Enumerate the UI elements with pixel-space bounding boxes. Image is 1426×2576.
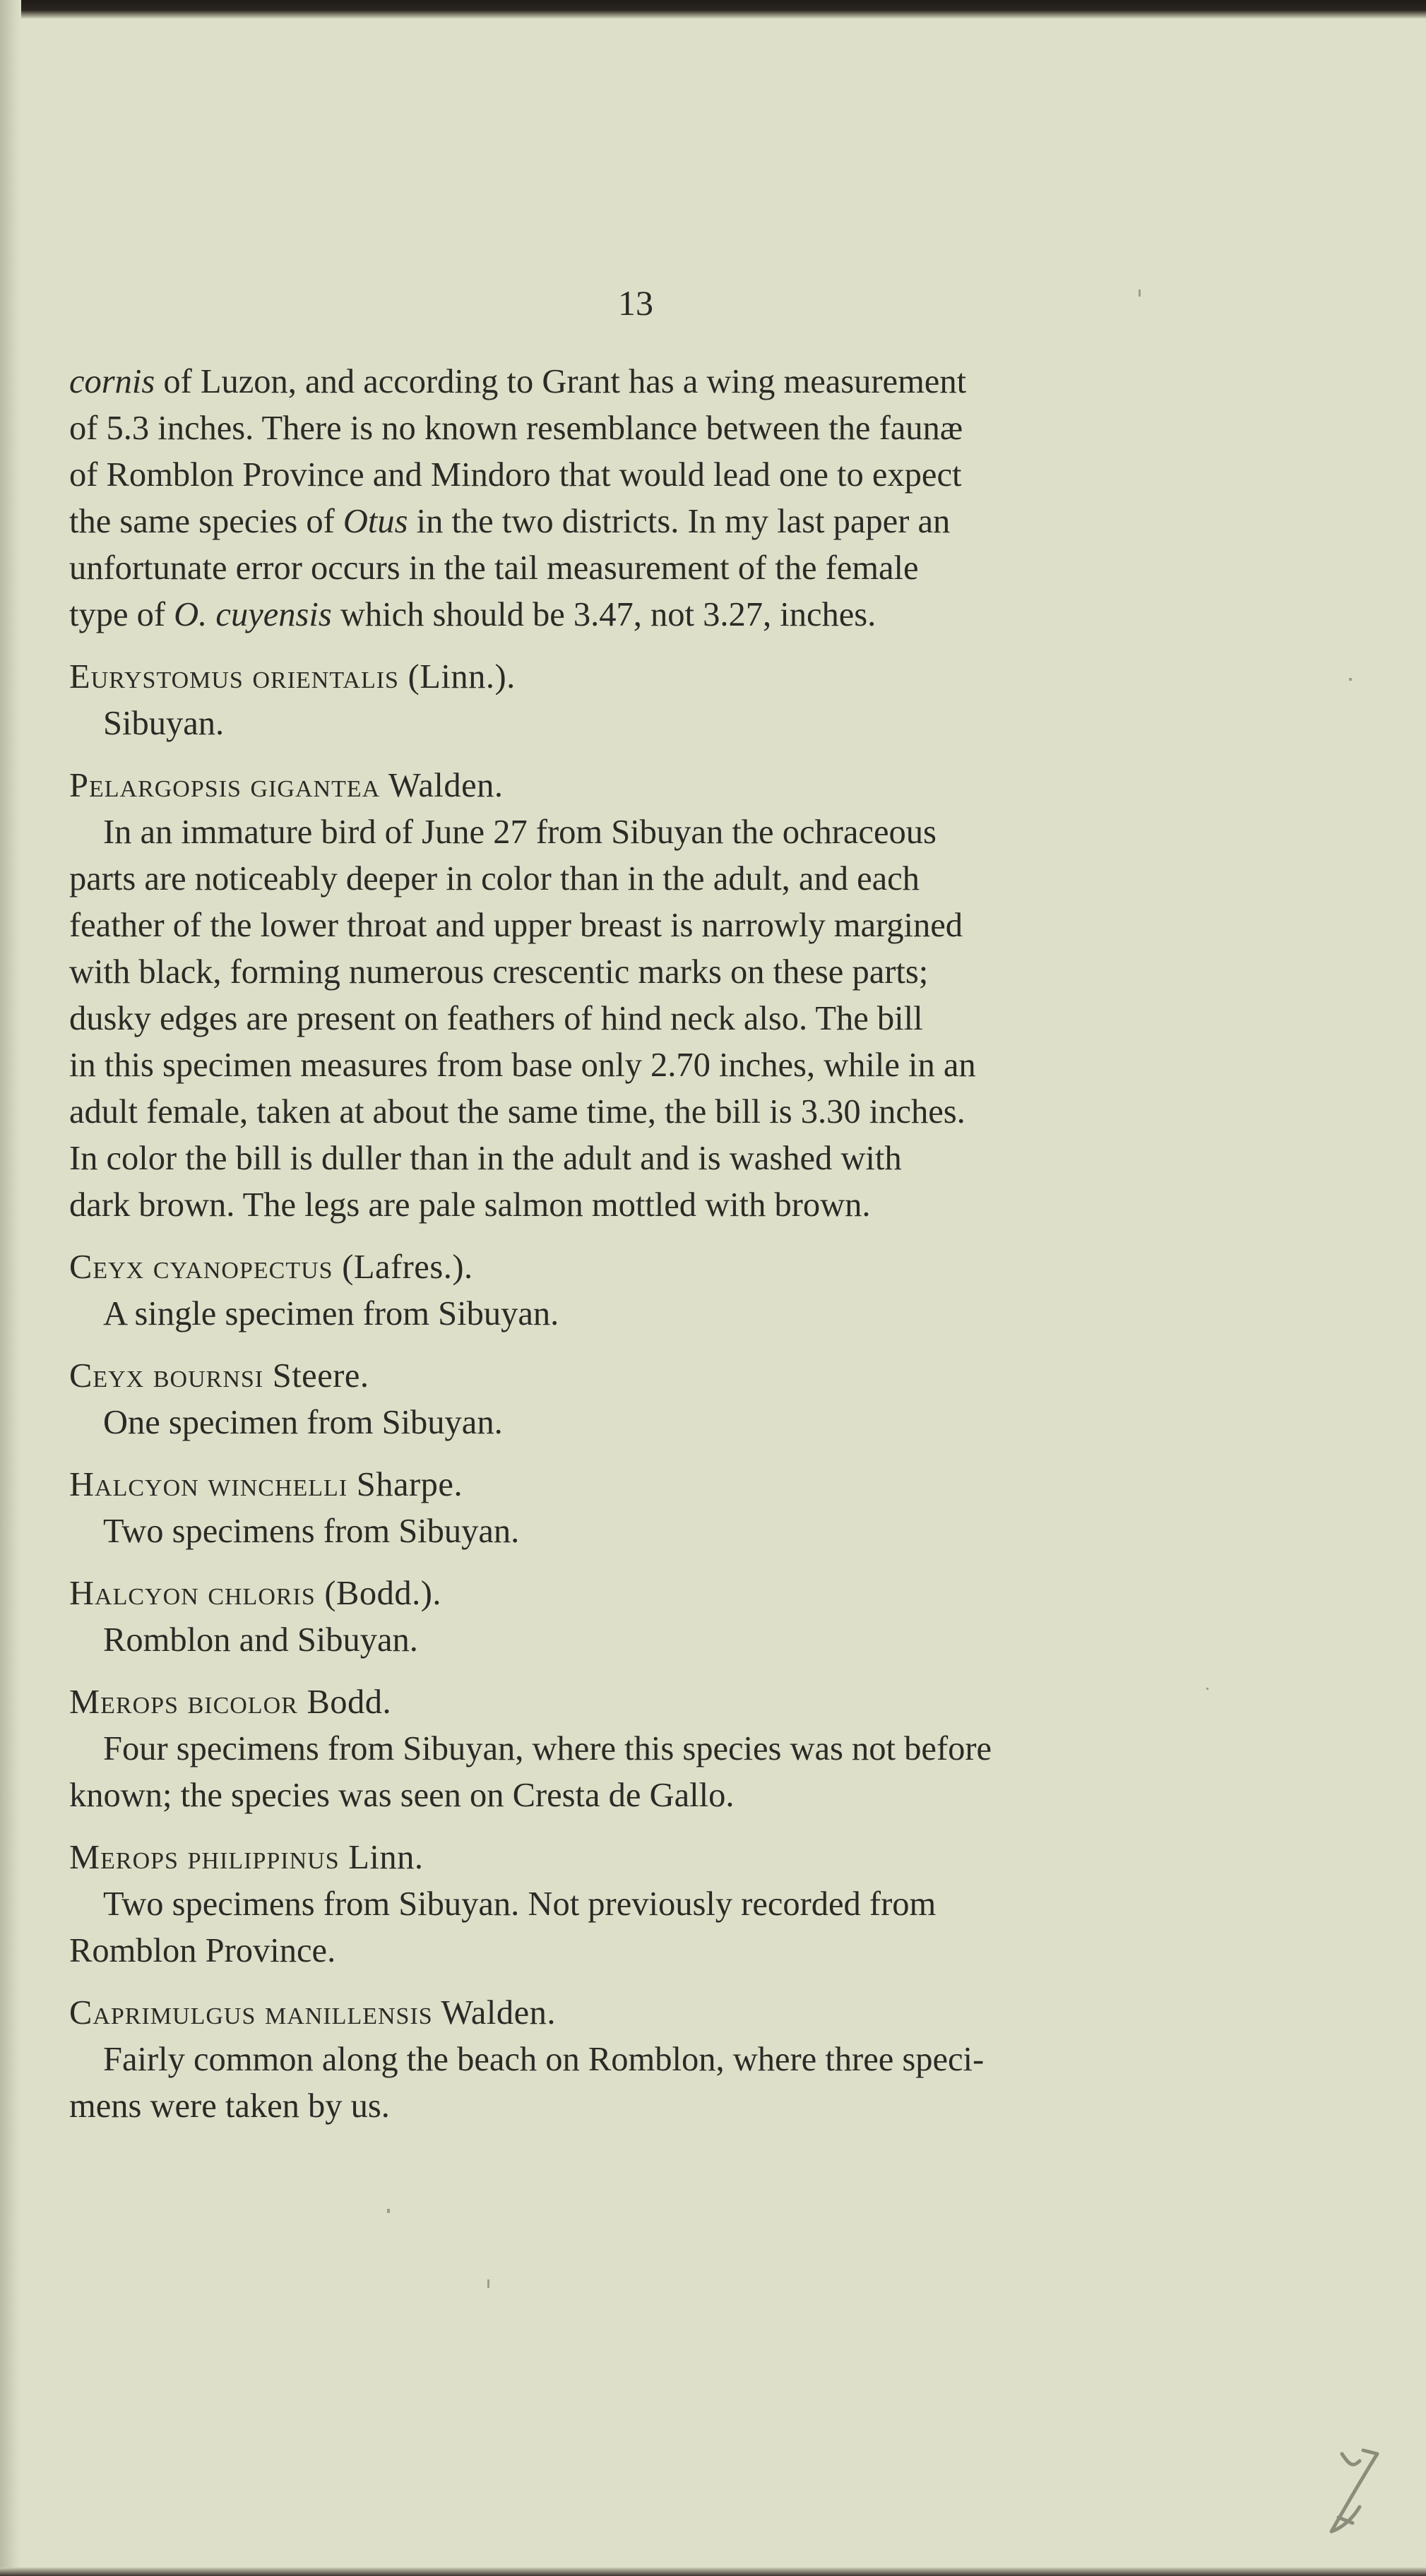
italic-term: O. cuyensis [174, 596, 332, 633]
species-heading [69, 1835, 1201, 1881]
entry-text-line: Fairly common along the beach on Romblon, where three speci- [103, 2041, 985, 2078]
species-name: winchelli [208, 1466, 348, 1503]
paper-speck [1349, 678, 1352, 681]
species-entry [69, 763, 1201, 1229]
entry-text-line: Romblon Province. [69, 1932, 336, 1969]
paper-speck [487, 2279, 489, 2288]
author-citation: Sharpe. [347, 1466, 463, 1503]
author-citation: (Lafres.). [333, 1248, 473, 1286]
genus-name: Halcyon [69, 1466, 199, 1503]
species-name: bicolor [187, 1683, 298, 1721]
genus-name: Caprimulgus [69, 1994, 256, 2032]
author-citation: Steere. [263, 1357, 369, 1395]
genus-name: Merops [69, 1839, 179, 1876]
species-entry [69, 1462, 1201, 1555]
species-heading [69, 654, 1201, 700]
text-run: of Luzon, and according to Grant has a wing measurement [155, 363, 967, 400]
author-citation: (Bodd.). [315, 1575, 442, 1612]
genus-name: Pelargopsis [69, 767, 242, 804]
page-bottom-edge [0, 2568, 1426, 2576]
species-name: orientalis [252, 658, 399, 696]
page-top-edge [0, 0, 1426, 18]
text-line: unfortunate error occurs in the tail measurement of the female [69, 549, 919, 587]
text-line: of Romblon Province and Mindoro that would lead one to expect [69, 456, 962, 494]
genus-name: Halcyon [69, 1575, 199, 1612]
species-entry [69, 1244, 1201, 1337]
species-name: gigantea [250, 767, 381, 804]
species-name: bournsi [153, 1357, 264, 1395]
author-citation: Walden. [380, 767, 504, 804]
paper-speck [1139, 290, 1141, 297]
author-citation: (Linn.). [398, 658, 516, 696]
species-name: cyanopectus [153, 1248, 333, 1286]
species-heading [69, 1462, 1201, 1508]
species-entry [69, 1835, 1201, 1974]
entry-text-line: In an immature bird of June 27 from Sibuyan the ochraceous [103, 813, 937, 851]
entry-text-line: Four specimens from Sibuyan, where this species was not before [103, 1730, 992, 1767]
species-entry [69, 654, 1201, 747]
page-number: 13 [618, 283, 653, 323]
entry-text-line: Two specimens from Sibuyan. [103, 1513, 520, 1550]
species-name: chloris [208, 1575, 316, 1612]
entry-text-line: One specimen from Sibuyan. [103, 1404, 503, 1441]
species-heading [69, 1679, 1201, 1726]
entry-text-line: known; the species was seen on Cresta de Gallo. [69, 1777, 735, 1814]
text-line: of 5.3 inches. There is no known resemblance between the faunæ [69, 410, 963, 447]
entry-text-line: Sibuyan. [103, 705, 225, 742]
species-name: philippinus [187, 1839, 340, 1876]
species-entry [69, 1353, 1201, 1446]
intro-paragraph [69, 359, 1201, 638]
entry-text-line: dusky edges are present on feathers of hind neck also. The bill [69, 1000, 923, 1037]
entry-text-line: A single specimen from Sibuyan. [103, 1295, 559, 1332]
text-run: which should be 3.47, not 3.27, inches. [331, 596, 877, 633]
entry-text-line: mens were taken by us. [69, 2087, 390, 2125]
entry-text-line: Romblon and Sibuyan. [103, 1621, 418, 1659]
entry-text-line: feather of the lower throat and upper breast is narrowly margined [69, 907, 963, 944]
species-entry [69, 1990, 1201, 2130]
text-run: in the two districts. In my last paper an [408, 503, 951, 540]
italic-term: Otus [343, 503, 408, 540]
author-citation: Bodd. [297, 1683, 392, 1721]
species-name: manillensis [265, 1994, 433, 2032]
author-citation: Linn. [339, 1839, 424, 1876]
species-entry [69, 1679, 1201, 1819]
text-run: the same species of [69, 503, 343, 540]
pencil-mark [1310, 2440, 1395, 2546]
entry-text-line: adult female, taken at about the same time, the bill is 3.30 inches. [69, 1093, 965, 1131]
species-heading [69, 1990, 1201, 2037]
binding-gutter [0, 0, 21, 2576]
text-line [69, 592, 1201, 638]
entry-text-line: In color the bill is duller than in the adult and is washed with [69, 1140, 902, 1177]
species-heading [69, 1244, 1201, 1291]
genus-name: Ceyx [69, 1248, 145, 1286]
author-citation: Walden. [432, 1994, 556, 2032]
species-heading [69, 763, 1201, 809]
text-run: type of [69, 596, 174, 633]
genus-name: Merops [69, 1683, 179, 1721]
species-entry [69, 1570, 1201, 1664]
genus-name: Eurystomus [69, 658, 244, 696]
text-line [69, 359, 1201, 405]
entry-text-line: in this specimen measures from base only 2.70 inches, while in an [69, 1046, 976, 1084]
paper-speck [1206, 1688, 1208, 1690]
text-line [69, 499, 1201, 545]
entry-text-line: with black, forming numerous crescentic marks on these parts; [69, 953, 929, 991]
species-heading [69, 1353, 1201, 1400]
entry-text-line: Two specimens from Sibuyan. Not previously recorded from [103, 1885, 937, 1923]
species-heading [69, 1570, 1201, 1617]
body-text [69, 359, 1201, 2130]
entry-text-line: parts are noticeably deeper in color than in the adult, and each [69, 860, 920, 898]
paper-speck [387, 2209, 390, 2213]
italic-term: cornis [69, 363, 155, 400]
entry-text-line: dark brown. The legs are pale salmon mottled with brown. [69, 1186, 871, 1224]
genus-name: Ceyx [69, 1357, 145, 1395]
